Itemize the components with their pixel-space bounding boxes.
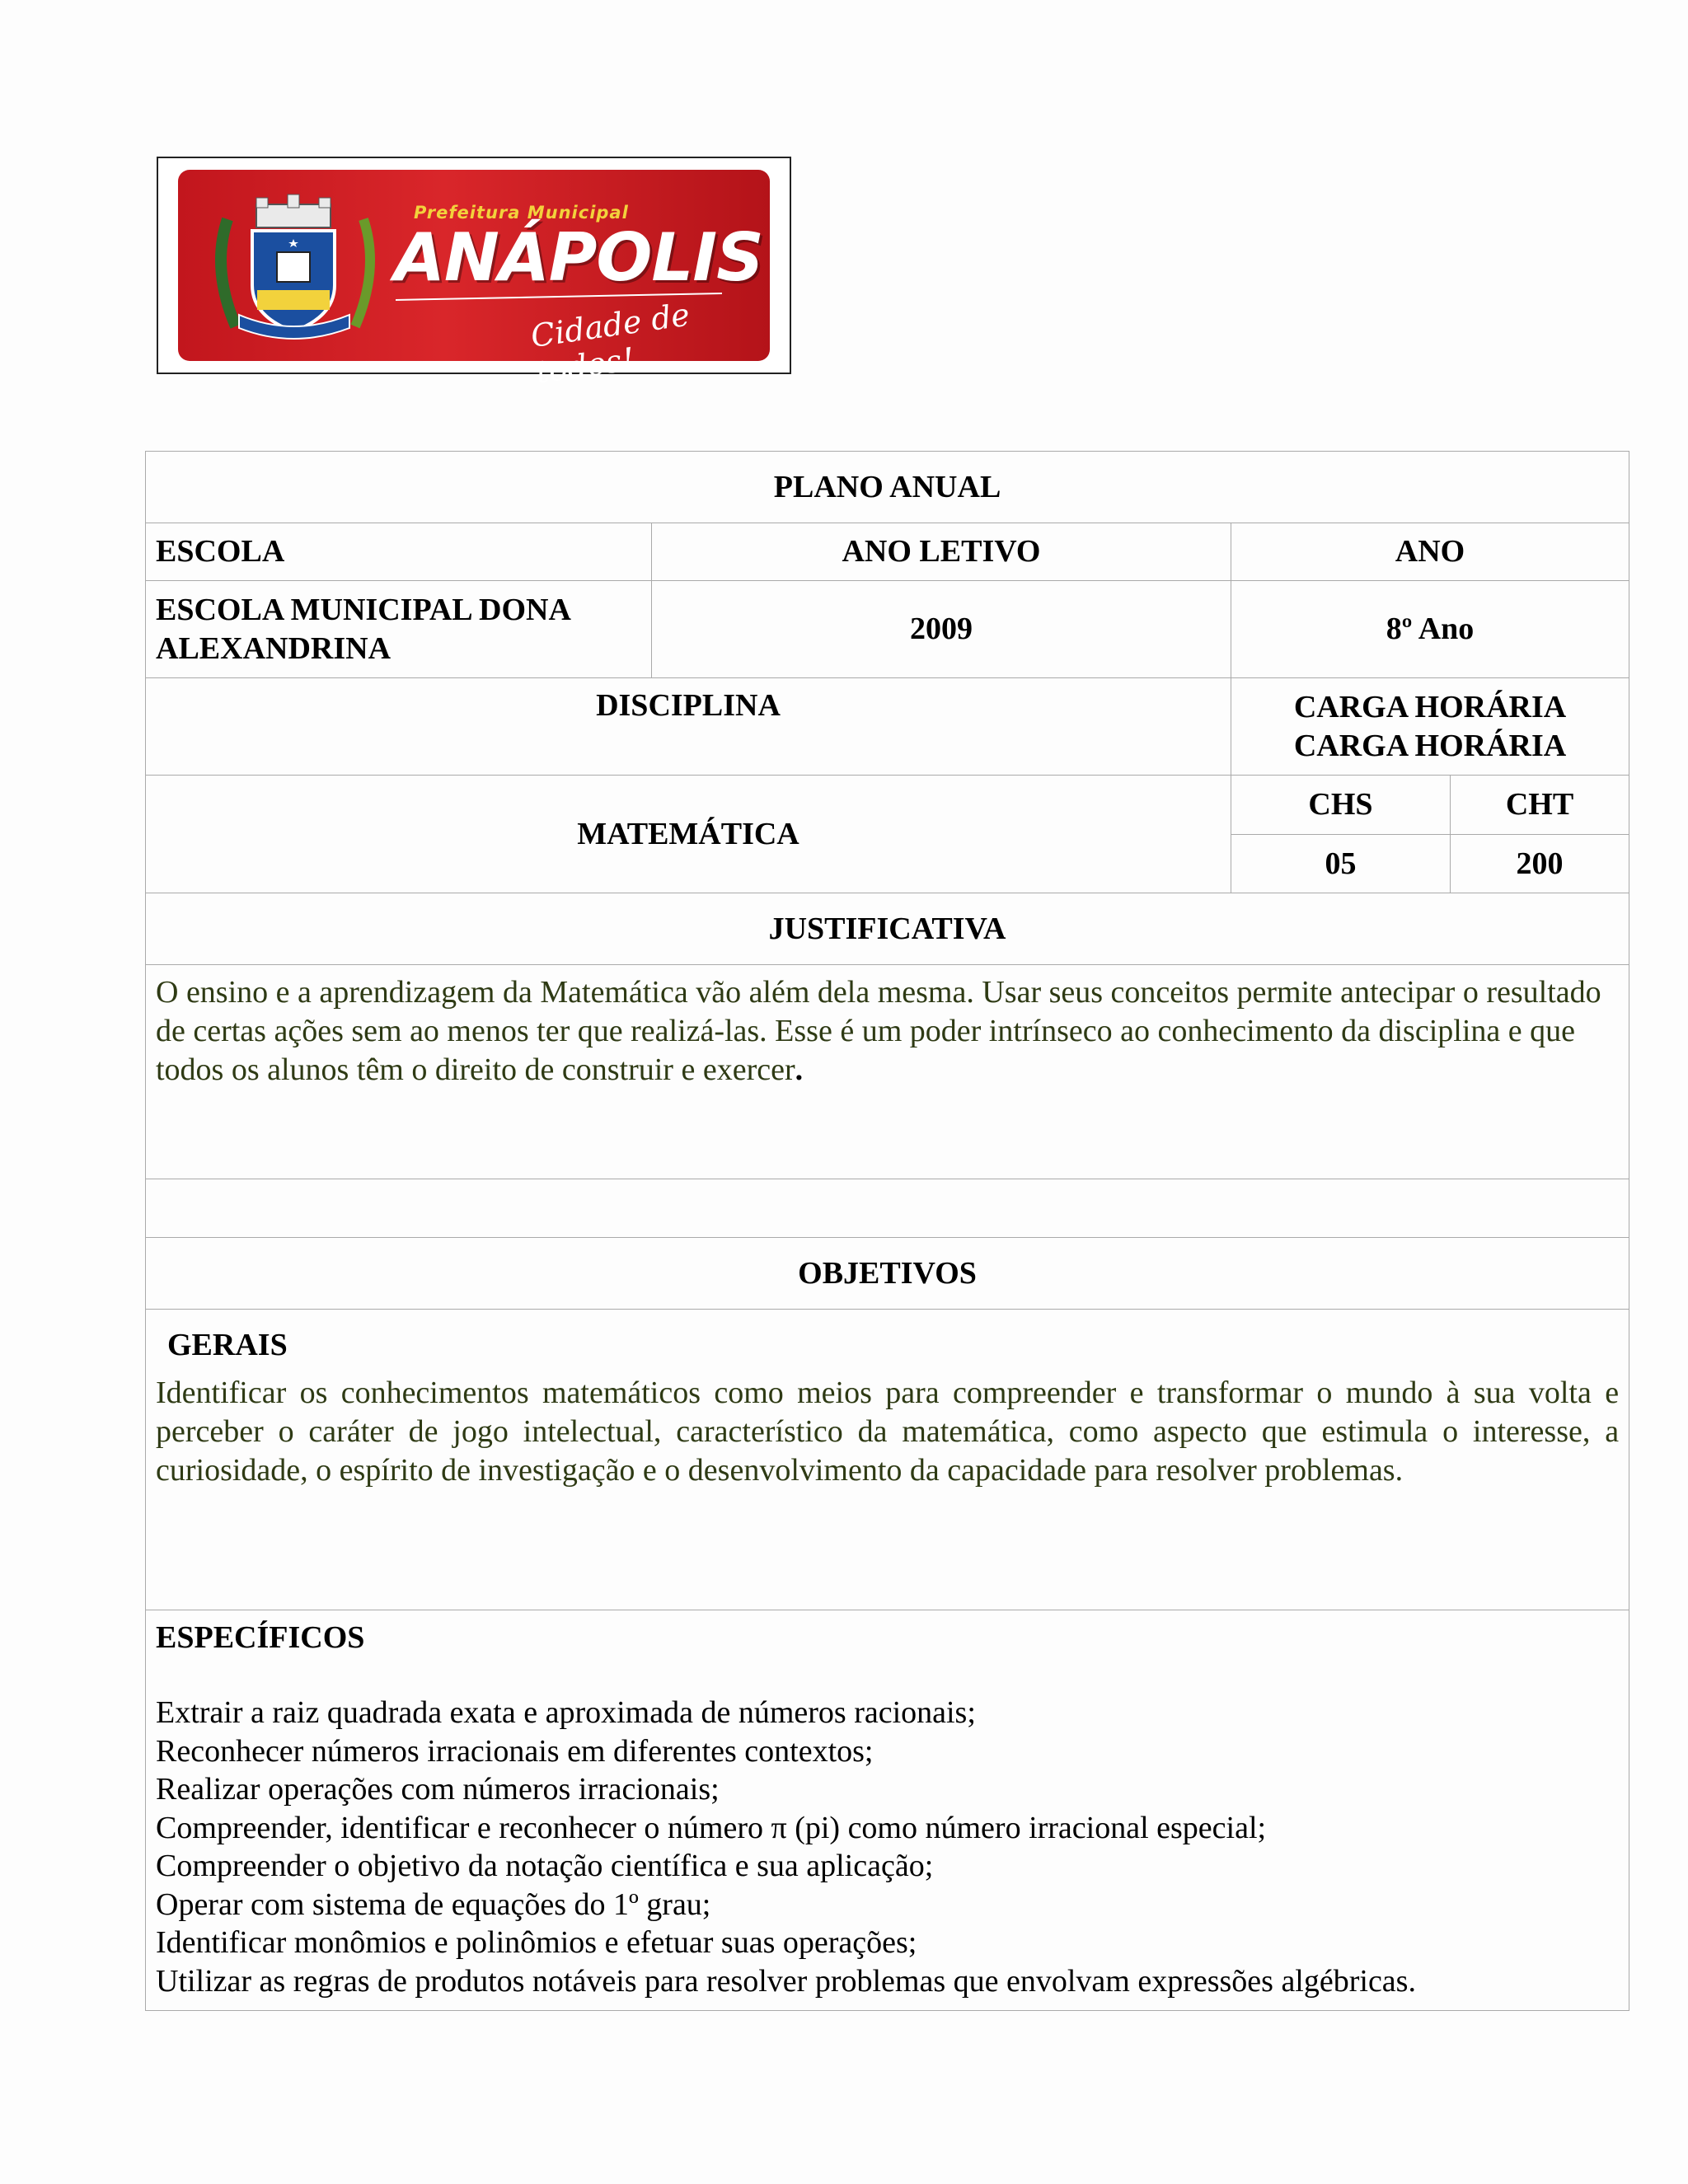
workload-label-line-2: CARGA HORÁRIA: [1293, 728, 1567, 763]
subject-value: MATEMÁTICA: [146, 776, 1231, 893]
logo-frame: [157, 157, 791, 391]
cht-label: CHT: [1451, 776, 1629, 835]
specific-objectives-cell: [146, 1610, 1629, 2011]
justification-title: JUSTIFICATIVA: [146, 893, 1629, 965]
annual-plan-table: [145, 451, 1629, 2011]
workload-label-line-1: CARGA HORÁRIA: [1293, 689, 1567, 724]
justification-text: [146, 965, 1629, 1179]
empty-row: [146, 1179, 1629, 1238]
school-label: ESCOLA: [146, 523, 652, 581]
subject-label: DISCIPLINA: [146, 678, 1231, 776]
list-item: Reconhecer números irracionais em diferentes contextos;: [156, 1733, 874, 1769]
cht-value: 200: [1451, 835, 1629, 893]
general-objectives-cell: GERAIS Identificar os conhecimentos matemáticos como meios para compreender e transformar o mundo à sua volta e perceber o caráter de jogo intelectual, característico da matemática, como aspecto que estimula o interesse, a curiosidade, o espírito de investigação e o desenvolvimento da capacidade para resolver problemas.: [146, 1310, 1629, 1610]
grade-value: 8º Ano: [1231, 581, 1629, 678]
workload-label: [1231, 678, 1629, 776]
logo-slogan: Cidade de todos!: [528, 296, 692, 391]
school-name: ESCOLA MUNICIPAL DONA ALEXANDRINA: [146, 581, 652, 678]
logo-city-name: ANÁPOLIS: [394, 219, 763, 296]
grade-label: ANO: [1231, 523, 1629, 581]
list-item: Realizar operações com números irracionais;: [156, 1772, 720, 1807]
specific-objectives-list: [156, 1694, 1619, 2000]
list-item: Extrair a raiz quadrada exata e aproximada de números racionais;: [156, 1695, 976, 1730]
chs-value: 05: [1231, 835, 1451, 893]
prefeitura-anapolis-logo: [178, 170, 770, 391]
logo-prefeitura-text: Prefeitura Municipal: [414, 203, 629, 223]
objectives-title: OBJETIVOS: [146, 1238, 1629, 1310]
justification-end: .: [795, 1052, 804, 1087]
school-year-value: 2009: [652, 581, 1231, 678]
list-item: Compreender o objetivo da notação científica e sua aplicação;: [156, 1849, 934, 1883]
school-year-label: ANO LETIVO: [652, 523, 1231, 581]
specific-title: ESPECÍFICOS: [156, 1620, 365, 1655]
general-text: Identificar os conhecimentos matemáticos como meios para compreender e transformar o mundo à sua volta e perceber o caráter de jogo intelectual, característico da matemática, como aspecto que estimula o interesse, a curiosidade, o espírito de investigação e o desenvolvimento da capacidade para resolver problemas.: [156, 1376, 1620, 1488]
plan-title: PLANO ANUAL: [146, 452, 1629, 523]
chs-label: CHS: [1231, 776, 1451, 835]
list-item: Operar com sistema de equações do 1º grau;: [156, 1886, 711, 1922]
justification-body: O ensino e a aprendizagem da Matemática vão além dela mesma. Usar seus conceitos permite antecipar o resultado de certas ações sem ao menos ter que realizá-las. Esse é um poder intrínseco ao conhecimento da disciplina e que todos os alunos têm o direito de construir e exercer: [156, 975, 1601, 1087]
list-item: Compreender, identificar e reconhecer o número π (pi) como número irracional especial;: [156, 1810, 1267, 1845]
list-item: Utilizar as regras de produtos notáveis para resolver problemas que envolvam expressões algébricas.: [156, 1963, 1416, 1999]
list-item: Identificar monômios e polinômios e efetuar suas operações;: [156, 1925, 917, 1960]
